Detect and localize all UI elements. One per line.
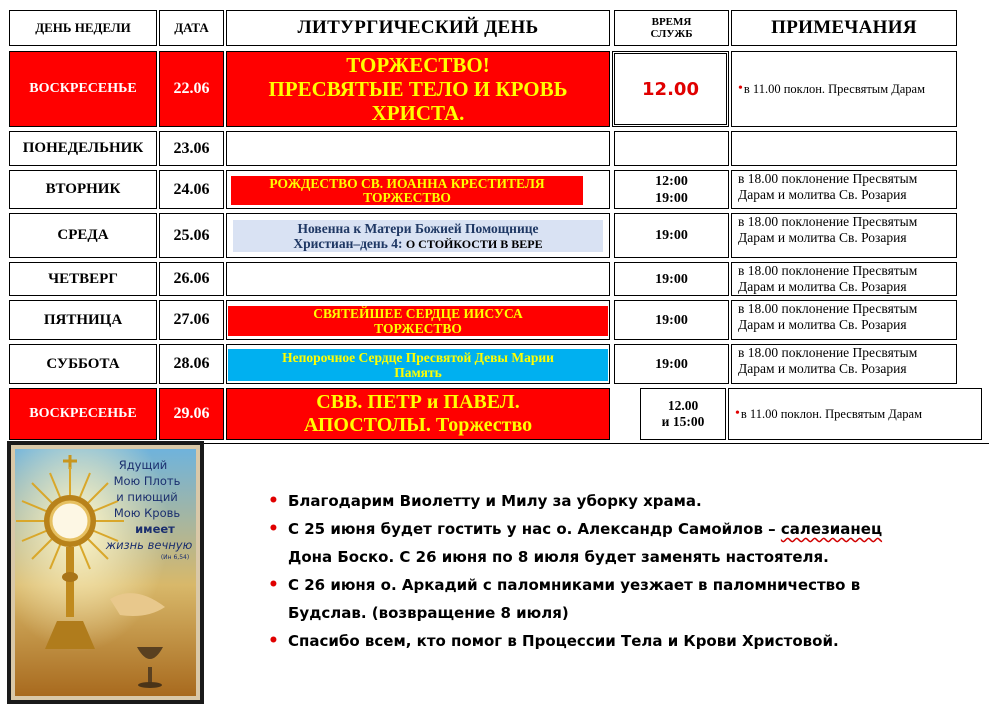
row-25-time: 19:00: [614, 213, 729, 258]
row-29-liturgical: СВВ. ПЕТР и ПАВЕЛ. АПОСТОЛЫ. Торжество: [226, 388, 610, 440]
row-24-note: в 18.00 поклонение Пресвятым Дарам и молитва Св. Розария: [731, 170, 957, 209]
row-24-date: 24.06: [159, 170, 224, 209]
announcements-list: [268, 487, 928, 655]
row-26-day: ЧЕТВЕРГ: [9, 262, 157, 296]
row-28-day: СУББОТА: [9, 344, 157, 384]
bullet-icon: •: [738, 81, 743, 96]
row-26-date: 26.06: [159, 262, 224, 296]
announcement-item: • Благодарим Виолетту и Милу за уборку храма.: [268, 487, 928, 515]
eucharist-picture-frame: [7, 441, 204, 704]
row-25-liturgical: Новенна к Матери Божией Помощнице Христиан–день 4: О СТОЙКОСТИ В ВЕРЕ: [226, 213, 610, 258]
header-service-time: ВРЕМЯ СЛУЖБ: [614, 10, 729, 46]
row-28-liturgical: Непорочное Сердце Пресвятой Девы Марии Память: [226, 344, 610, 384]
row-25-note: в 18.00 поклонение Пресвятым Дарам и молитва Св. Розария: [731, 213, 957, 258]
row-27-date: 27.06: [159, 300, 224, 340]
image-text-line4: Мою Кровь: [113, 506, 181, 520]
announcement-item: • С 26 июня о. Аркадий с паломниками уезжает в паломничество в Будслав. (возвращение 8 июля): [268, 571, 928, 627]
row-28-time: 19:00: [614, 344, 729, 384]
row-26-time: 19:00: [614, 262, 729, 296]
row-24-day: ВТОРНИК: [9, 170, 157, 209]
image-text-ref: (Ин 6,54): [160, 554, 190, 561]
row-23-note: [731, 131, 957, 166]
row-27-liturgical: СВЯТЕЙШЕЕ СЕРДЦЕ ИИСУСА ТОРЖЕСТВО: [226, 300, 610, 340]
row-25-date: 25.06: [159, 213, 224, 258]
row-22-day: ВОСКРЕСЕНЬЕ: [9, 51, 157, 127]
row-27-day: ПЯТНИЦА: [9, 300, 157, 340]
image-text-line3: и пиющий: [116, 490, 178, 504]
row-27-time: 19:00: [614, 300, 729, 340]
row-29-time: 12.00 и 15:00: [640, 388, 726, 440]
header-date: ДАТА: [159, 10, 224, 46]
row-29-day: ВОСКРЕСЕНЬЕ: [9, 388, 157, 440]
row-22-date: 22.06: [159, 51, 224, 127]
row-28-date: 28.06: [159, 344, 224, 384]
row-22-time: 12.00: [612, 51, 729, 127]
row-23-day: ПОНЕДЕЛЬНИК: [9, 131, 157, 166]
header-weekday: ДЕНЬ НЕДЕЛИ: [9, 10, 157, 46]
row-26-note: в 18.00 поклонение Пресвятым Дарам и молитва Св. Розария: [731, 262, 957, 296]
image-text-line6: жизнь вечную: [105, 538, 193, 552]
row-27-note: в 18.00 поклонение Пресвятым Дарам и молитва Св. Розария: [731, 300, 957, 340]
row-25-day: СРЕДА: [9, 213, 157, 258]
row-23-date: 23.06: [159, 131, 224, 166]
row-22-liturgical: ТОРЖЕСТВО! ПРЕСВЯТЫЕ ТЕЛО И КРОВЬ ХРИСТА.: [226, 51, 610, 127]
row-24-liturgical: РОЖДЕСТВО СВ. ИОАННА КРЕСТИТЕЛЯ ТОРЖЕСТВО: [226, 170, 610, 209]
row-23-liturgical: [226, 131, 610, 166]
announcement-item: • Спасибо всем, кто помог в Процессии Тела и Крови Христовой.: [268, 627, 928, 655]
row-23-time: [614, 131, 729, 166]
row-29-note: • в 11.00 поклон. Пресвятым Дарам: [728, 388, 982, 440]
row-26-liturgical: [226, 262, 610, 296]
header-notes: ПРИМЕЧАНИЯ: [731, 10, 957, 46]
row-28-note: в 18.00 поклонение Пресвятым Дарам и молитва Св. Розария: [731, 344, 957, 384]
row-29-date: 29.06: [159, 388, 224, 440]
announcement-item: • С 25 июня будет гостить у нас о. Александр Самойлов – салезианец Дона Боско. С 26 июня по 8 июля будет заменять настоятеля.: [268, 515, 928, 571]
image-text-line2: Мою Плоть: [113, 474, 181, 488]
row-24-time: 12:00 19:00: [614, 170, 729, 209]
header-liturgical-day: ЛИТУРГИЧЕСКИЙ ДЕНЬ: [226, 10, 610, 46]
bullet-icon: •: [735, 406, 740, 421]
image-text-line5: имеет: [135, 522, 175, 536]
row-22-note: • в 11.00 поклон. Пресвятым Дарам: [731, 51, 957, 127]
image-text-line1: Ядущий: [118, 458, 168, 472]
eucharist-picture: [15, 449, 196, 696]
